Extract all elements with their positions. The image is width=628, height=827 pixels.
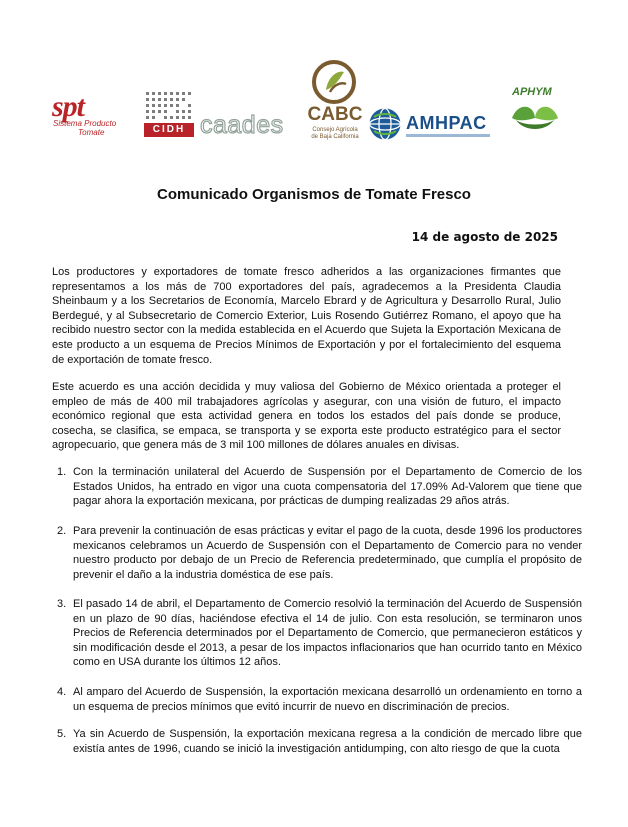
list-item-text: Ya sin Acuerdo de Suspensión, la exportación mexicana regresa a la condición de mercado libre que existía antes de 1996, cuando se inició la investigación antidumping, con alto riesgo de que la cuota <box>73 728 582 755</box>
list-item-number: 1. <box>57 466 67 478</box>
amhpac-tagline-bar <box>406 134 490 137</box>
spt-logo <box>52 92 134 144</box>
list-item-number: 2. <box>57 525 67 537</box>
spt-logo-line1: Sistema Producto <box>53 119 117 128</box>
spt-logo-letters: spt <box>52 90 85 123</box>
logo-bar <box>0 0 628 150</box>
cidh-dots-icon <box>146 92 194 122</box>
cabc-logo-label: CABC <box>307 104 363 125</box>
page-title: Comunicado Organismos de Tomate Fresco <box>157 186 471 203</box>
list-item-number: 3. <box>57 598 67 610</box>
globe-icon <box>368 107 402 141</box>
cabc-logo-line1: Consejo Agrícola <box>312 127 358 133</box>
cidh-logo-label: CIDH <box>144 123 194 137</box>
list-item <box>52 597 582 670</box>
spt-logo-line2: Tomate <box>78 128 105 137</box>
list-item-number: 4. <box>57 686 67 698</box>
cabc-logo <box>302 60 368 145</box>
cabc-logo-line2: de Baja California <box>311 134 359 140</box>
leaves-icon <box>508 98 562 132</box>
list-item <box>52 524 582 582</box>
list-item-number: 5. <box>57 728 67 740</box>
list-item <box>52 727 582 756</box>
aphym-logo <box>506 86 562 132</box>
cabc-emblem-icon <box>312 60 356 104</box>
amhpac-logo <box>368 104 492 144</box>
list-item-text: Para prevenir la continuación de esas prácticas y evitar el pago de la cuota, desde 1996 los productores mexicanos celebramos un Acuerdo de Suspensión con el Departamento de Comercio para no vender nuestro producto por debajo de un Precio de Referencia predeterminado, que cumplía el propósito de prevenir el daño a la industria doméstica de ese país. <box>73 525 582 581</box>
paragraph-intro: Los productores y exportadores de tomate fresco adheridos a las organizaciones firmantes que representamos a los más de 700 exportadores del país, agradecemos a la Presidenta Claudia Sheinbaum y a los Secretarios de Economía, Marcelo Ebrard y de Agricultura y Desarrollo Rural, Julio Berdegué, y al Subsecretario de Comercio Exterior, Luis Rosendo Gutiérrez Romano, el apoyo que ha recibido nuestro sector con la medida establecida en el Acuerdo que Sujeta la Exportación Mexicana de este producto a un esquema de Precios Mínimos de Exportación y por el fortalecimiento del esquema de exportación de tomate fresco. <box>52 266 561 366</box>
list-item-text: El pasado 14 de abril, el Departamento de Comercio resolvió la terminación del Acuerdo de Suspensión en un plazo de 90 días, haciéndose efectiva el 14 de julio. Con esta resolución, se terminaron unos Precios de Referencia determinados por el Departamento de Comercio, que permanecieron estáticos y sin modificación desde el 2013, a pesar de los impactos inflacionarios que han ocurrido tanto en México como en USA durante los últimos 12 años. <box>73 598 582 669</box>
list-item-text: Con la terminación unilateral del Acuerdo de Suspensión por el Departamento de Comercio de los Estados Unidos, ha entrado en vigor una cuota compensatoria del 17.09% Ad-Valorem que tiene que pagar ahora la exportación mexicana, por prácticas de dumping realizadas 29 años atrás. <box>73 466 582 508</box>
aphym-logo-label: APHYM <box>512 86 552 98</box>
paragraph-agreement: Este acuerdo es una acción decidida y muy valiosa del Gobierno de México orientada a proteger el empleo de más de 400 mil trabajadores agrícolas y asegurar, con una visión de futuro, el impacto económico regional que esta actividad genera en todos los estados del país donde se produce, cosecha, se clasifica, se empaca, se transporta y se exporta este producto estratégico para el sector agropecuario, que genera más de 3 mil 100 millones de dólares anuales en divisas. <box>52 381 561 452</box>
caades-logo: caades <box>200 111 284 139</box>
document-date: 14 de agosto de 2025 <box>411 230 558 244</box>
list-item <box>52 685 582 714</box>
cidh-logo <box>144 92 196 138</box>
amhpac-logo-label: AMHPAC <box>406 113 487 133</box>
list-item-text: Al amparo del Acuerdo de Suspensión, la exportación mexicana desarrolló un ordenamiento en torno a un esquema de precios mínimos que evitó incurrir de nuevo en discriminación de precios. <box>73 686 582 713</box>
list-item <box>52 465 582 509</box>
